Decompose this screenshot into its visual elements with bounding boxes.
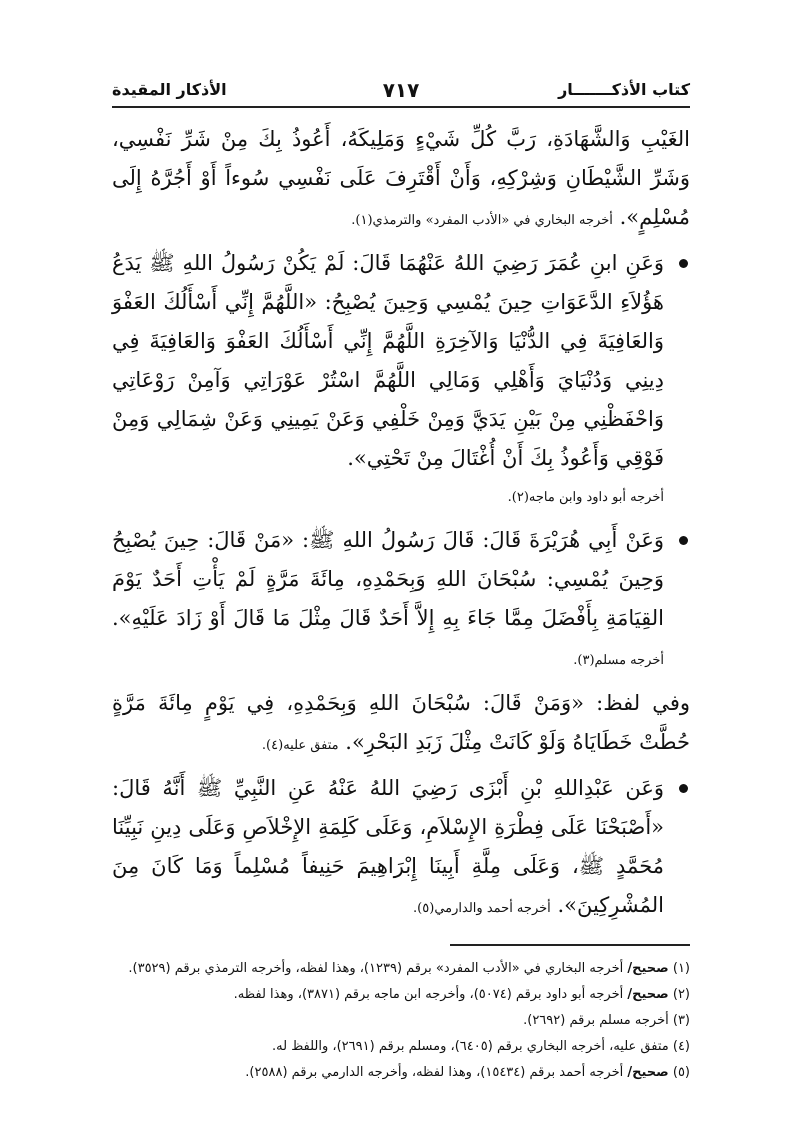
footnote-number: (٣) [672, 1013, 690, 1028]
source-note: متفق عليه(٤). [261, 738, 339, 753]
footnote-text: أخرجه أبو داود برقم (٥٠٧٤)، وأخرجه ابن ماجه برقم (٣٨٧١)، وهذا لفظه. [233, 987, 628, 1002]
footnote-divider [450, 944, 690, 946]
footnote-text: أخرجه مسلم برقم (٢٦٩٢). [523, 1013, 669, 1028]
page [112, 78, 690, 1086]
footnote [112, 956, 690, 982]
footnotes [112, 956, 690, 1086]
footnote-number: (٢) [672, 987, 690, 1002]
paragraph-text: وَعَن عَبْدِاللهِ بْنِ أَبْزَى رَضِيَ اللهُ عَنْهُ عَنِ النَّبِيِّ ﷺ أَنَّهُ قَالَ: «أَصْبَحْنَا عَلَى فِطْرَةِ الإِسْلاَمِ، وَعَلَى كَلِمَةِ الإِخْلاَصِ وَعَلَى دِينِ نَبِيِّنَا مُحَمَّدٍ ﷺ، وَعَلَى مِلَّةِ أَبِينَا إِبْرَاهِيمَ حَنِيفاً مُسْلِماً وَمَا كَانَ مِنَ المُشْرِكِينَ». [112, 776, 664, 917]
footnote [112, 1034, 690, 1060]
source-note: أخرجه مسلم(٣). [573, 653, 664, 668]
paragraph-text: وَعَنِ ابنِ عُمَرَ رَضِيَ اللهُ عَنْهُمَا قَالَ: لَمْ يَكُنْ رَسُولُ اللهِ ﷺ يَدَعُ هَؤُلاَءِ الدَّعَوَاتِ حِينَ يُمْسِي وَحِينَ يُصْبِحُ: «اللَّهُمَّ إِنِّي أَسْأَلُكَ العَفْوَ وَالعَافِيَةَ فِي الدُّنْيَا وَالآخِرَةِ اللَّهُمَّ إِنِّي أَسْأَلُكَ العَفْوَ وَالعَافِيَةَ فِي دِينِي وَدُنْيَايَ وَأَهْلِي وَمَالِي اللَّهُمَّ اسْتُرْ عَوْرَاتِي وَآمِنْ رَوْعَاتِي وَاحْفَظْنِي مِنْ بَيْنِ يَدَيَّ وَمِنْ خَلْفِي وَعَنْ يَمِينِي وَعَنْ شِمَالِي وَمِنْ فَوْقِي وَأَعُوذُ بِكَ أَنْ أُغْتَالَ مِنْ تَحْتِي». [112, 251, 664, 470]
page-body [112, 120, 690, 928]
paragraph-text: وفي لفظ: «وَمَنْ قَالَ: سُبْحَانَ اللهِ وَبِحَمْدِهِ، فِي يَوْمٍ مِائَةَ مَرَّةٍ حُطَّتْ خَطَايَاهُ وَلَوْ كَانَتْ مِثْلَ زَبَدِ البَحْرِ». [112, 691, 690, 754]
footnote-text: أخرجه أحمد برقم (١٥٤٣٤)، وهذا لفظه، وأخرجه الدارمي برقم (٢٥٨٨). [245, 1065, 628, 1080]
paragraph-continuation [112, 120, 690, 240]
page-number: ٧١٧ [382, 78, 420, 102]
footnote-text: أخرجه البخاري في «الأدب المفرد» برقم (١٢٣٩)، وهذا لفظه، وأخرجه الترمذي برقم (٣٥٢٩). [128, 961, 628, 976]
source-note: أخرجه البخاري في «الأدب المفرد» والترمذي(١). [351, 213, 613, 228]
page-header [112, 78, 690, 108]
footnote-grade: صحيح/ [627, 987, 669, 1002]
footnote [112, 982, 690, 1008]
footnote-grade: صحيح/ [627, 961, 669, 976]
footnote-text: متفق عليه، أخرجه البخاري برقم (٦٤٠٥)، ومسلم برقم (٢٦٩١)، واللفظ له. [272, 1039, 669, 1054]
footnote-number: (٥) [672, 1065, 690, 1080]
book-title: كتاب الأذكـــــــار [558, 80, 690, 99]
hadith-ibn-abza [112, 769, 690, 928]
footnote [112, 1060, 690, 1086]
section-title: الأذكار المقيدة [112, 80, 227, 99]
footnote-grade: صحيح/ [627, 1065, 669, 1080]
hadith-abu-hurayra [112, 521, 690, 680]
paragraph-text: الغَيْبِ وَالشَّهَادَةِ، رَبَّ كُلِّ شَيْءٍ وَمَلِيكَهُ، أَعُوذُ بِكَ مِنْ شَرِّ نَفْسِي، وَشَرِّ الشَّيْطَانِ وَشِرْكِهِ، وَأَنْ أَقْتَرِفَ عَلَى نَفْسِي سُوءاً أَوْ أَجُرَّهُ إِلَى مُسْلِمٍ». [112, 127, 690, 229]
source-note: أخرجه أبو داود وابن ماجه(٢). [507, 490, 664, 505]
footnote [112, 1008, 690, 1034]
hadith-ibn-umar [112, 244, 690, 517]
footnote-number: (٤) [672, 1039, 690, 1054]
paragraph-text: وَعَنْ أَبِي هُرَيْرَةَ قَالَ: قَالَ رَسُولُ اللهِ ﷺ: «مَنْ قَالَ: حِينَ يُصْبِحُ وَحِينَ يُمْسِي: سُبْحَانَ اللهِ وَبِحَمْدِهِ، مِائَةَ مَرَّةٍ لَمْ يَأْتِ أَحَدٌ يَوْمَ القِيَامَةِ بِأَفْضَلَ مِمَّا جَاءَ بِهِ إِلاَّ أَحَدٌ قَالَ مِثْلَ مَا قَالَ أَوْ زَادَ عَلَيْهِ». [112, 528, 664, 630]
footnote-number: (١) [672, 961, 690, 976]
hadith-variant [112, 684, 690, 765]
source-note: أخرجه أحمد والدارمي(٥). [413, 901, 551, 916]
